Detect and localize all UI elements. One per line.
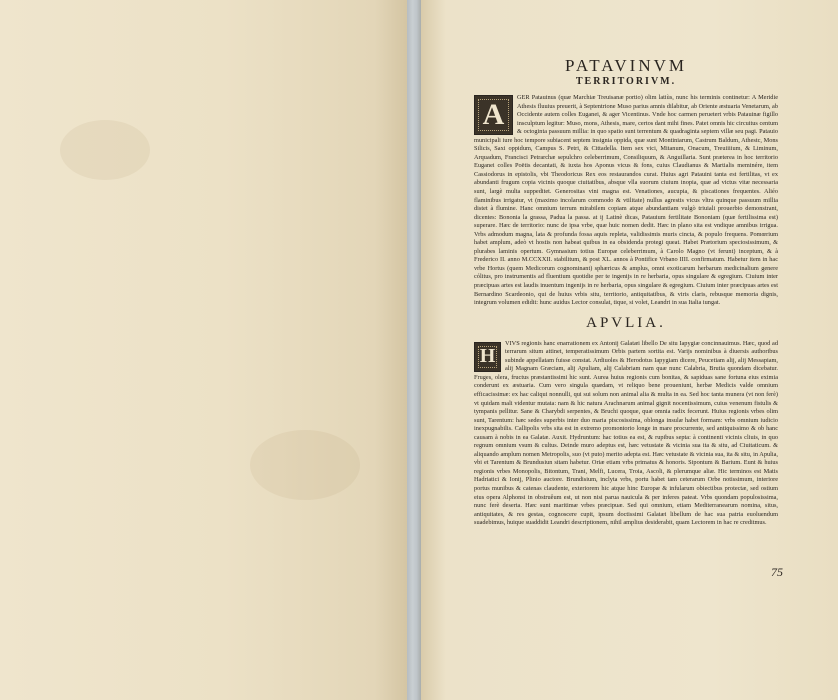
text-column [474,56,778,528]
left-page [0,0,407,700]
book-gutter [407,0,421,700]
apulia-text [474,340,778,528]
paper-stain [250,430,360,500]
paper-stain [60,120,150,180]
section-title-apulia: APVLIA. [586,314,666,331]
decorated-initial-a: A [474,95,513,135]
apulia-paragraph: VIVS regionis hanc enarrationem ex Antonij Galatæi libello De situ Iapygiæ concinnauimus. Hæc, quod ad terrarum situm attinet, temperatissimum Orbis partem sortita est. Varijs nominibus à diuersis authoribus subinde appellatam fuisse constat. Ardiuoles & Herodotus Iapygiam dicere, Peucetiam alij, alij Messapiam, alij Magnam Græciam, alij Apuliam, alij Calabriam nam quæ nunc Calabria, Brutia quondam dicebatur. Fruges, olera, fructus præstantissimi hic sunt. Aurea huius regionis cum bonitas, & sapiduas sane fortuna eius eximia conderunt ex æstuaria. Cum vero singula quædam, vt reliquo bene proueniunt, herbæ Medicis valde omnium efficacissimæ: ex hac caliqui nonnulli, qui sui solum non animal alia & multa in ea. Sed hoc tanta munera (vt non ferè) vt quidam mali videntur mutata: nam & hic natura Arachnarum animal gignit nocentissimum, cuius venenum fistulis & tympanis pellitur. Sane & Charybdi serpentes, & Bruchi quoque, quæ omnia radix fecerunt. Huius regionis vrbes olim sunt, Tarentum: hæc sedes superbis inter duo maria piscosissima, oblonga insulæ habet formam: vrbs omnium iudicio inexpugnabilis. Callipolis vrbs sita est in extremo promontorio longe in mare procurrente, sed antiquissimo & ob hanc causam à nobis in ea Galatæ. Auxit. Hydruntum: hac totius ea est, & rupibus septa: à continenti vicinis cliuis, in quo regnum omnium vsum & cultus. Deinde muro adeptus est, hæc vetustate & vicinia sua ita & situ, ad Ciuitaticum. & aliquando amplum nomen Metropolis, suo (vt puto) merito adepta est. Hæc vetustate & vicinia sua, ita & situ, in Apulia, vbi et Tarentum & Brundusiun sitam habetur. Oriæ etiam vrbs primatus & honoris. Sipontum & Barium. Eunt & huius regionis vrbes Monopolis, Bitontum, Trani, Melfi, Lucera, Troia, Ascoli, & plerumque aliæ. Hic terminos est Matis Hadriatici & Ionij, Plinio auctore. Brundisium, inclyta vrbs, portu habet tam ceterarum Orbe notissimum, interiore portus munibus & catenas claudente, exteriorem hic atque hinc Europæ & infularum obiectibus protectæ, sed ostium eius opera Alphonsi in obstruêum est, ut non nisi parua nauicula & per inferes pateat. Vrbs quondam populosissima, nunc ferè deserta. Hæc sunt maritimæ vrbes præcipuæ. Sed qui omnium, etiam Mediterranearum nomina, situs, antiquitates, & res gestas, cognoscere cupit, ipsum doctissimi Galatæi libellum de hac sua patria euoluendum suadebimus, huique suaddidit Leandri descriptionem, nihil amplius desiderabit, quam Lectorem in hac re creditmus. [474,339,778,527]
page-number: 75 [771,565,783,579]
section-subtitle-territorium: TERRITORIVM. [575,76,677,87]
decorated-initial-h: H [474,342,501,372]
patavinum-text [474,94,778,308]
section-title-patavinum: PATAVINVM [564,56,687,75]
patavinum-paragraph: GER Patauinus (quæ Marchiæ Treuisanæ portio) olim latiùs, nunc his terminis continetur: A Meridie Athesis fluuius preuerit, à Septentrione Muso parius amnis dilabitur, ab Oriente æstuaria Venetarum, ab Occidente autem colles Euganei, & ager Vicentinus. Vnde hoc carmen peruetert vrbis Patauinæ figillo insculptum legitur: Muso, mons, Athesis, mare, certos dant mihi fines. Patet omnis hic circuitus centum & octoginta passuum millia: in quo spatio sunt terrentum & quadraginta septem villæ seu pagi. Patauio municipali iure hoc tempore subiacent septem insignia oppida, quæ sunt Montiniarum, Castrum Baldum, Athestc, Mons Silicis, Saxi oppidum, Campus S. Petri, & Cittadella. Item sex vici, Mitanum, Onacum, Treuiiiium, & Liminum, Arquadum, Francisci Petrarchæ sepulchro celeberrimum, Consiliquum, & Anguillaria. Sunt præterea in hoc territorio Euganei colles Poëtis decantati, & iuxta hos Aponus vicus & fons, cuius Claudianus & Martialis meminére, item Cassiodorus in epistolis, vbi Theodoricus Rex eos restaurandos curat. Huius agri Patauini tanta est fertilitas, vt ex abundanti frugum copia vicinis quoque ciuitatibus, absque vlla suorum ciuium inopia, quæ ad victus vitæ necessaria sunt, largè multa suppeditet. Generositas vini magna est. Venationes, aucupia, & piscationes frequentes. Aliéo flaminibus irrigatur, vt (maximo incolarum commodo & vtilitate) nullus agrestis vicus vltra quinque passuum millia distet à flumine. Hanc omnium terrum mirabilem copiam atque abundantiam vulgò triuiali prouerbio demonstrant, dicentes: Bononia la grassa, Padua la passa. at ij Latinè dicas, Patauium fertilitate Bononiam (quæ fertilissima est) superare. Hæc de territorio: nunc de ipsa vrbe, quæ huic nomen dedit. Hæc in plano sita est vndique amnibus irrigua. Vrbs admodum magna, lata & profunda fossa aquis repleta, validissimis muris cincta, & populo frequens. Pomœrium habet amplum, adeò vt hostis non habeat quibus in ea obsidenda protegi queat. Habet Prætorium speciosissimum, & plurabes laminis opertum. Gymnasium totius Europæ celeberrimum, à Carolo Magno (vt ferunt) inceptum, & à Frederico II. anno M.CCXXII. stabilitum, & post XL. annos à Pontifice Vrbano IIII. confirmatum. Habetur item in hac vrbe Hortus (quem Medicorum cognominant) sphæricus & amplus, omni exoticarum herbarum medicinalium genere cólitus, pro instrumentis ad fluentium quotidie per te ingenijs in re herbaria, opus singulare & egregium. Ciuium inter præcipuas artes est laudis inuentum ingenijs in re herbaria, opus singulare & egregium. Ciuium inter præcipuas artes est Bernardino Scardeonio, qui de huius vrbis situ, territorio, antiquitatibus, & viris claris, rebusque memoria dignis, integrum volumen edidit: hunc auidus Lector consulat, tique, si volet, Leandri in sua Italia iungat. [474,94,778,307]
